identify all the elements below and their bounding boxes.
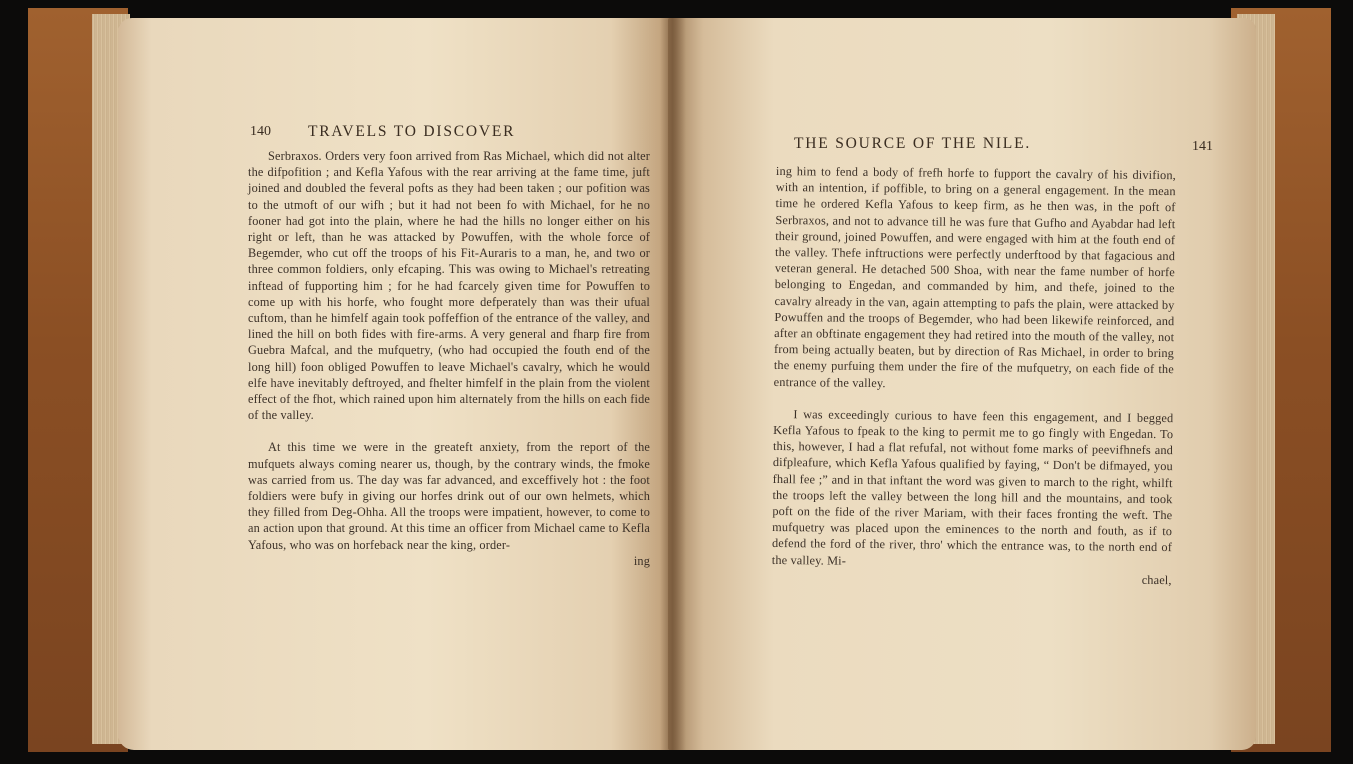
- left-paragraph: Serbraxos. Orders very foon arrived from Ras Michael, which did not alter the difpofition ; and Kefla Yafous with the rear arriving at the fame time, juft joined and doubled the feveral pofts as they had been taken ; our pofition was to the utmoft of our wifh ; but it had not been fo with Michael, for he no fooner had got into the plain, where he had the hills no longer either on his right or left, than he was attacked by Powuffen, with the whole force of Begemder, who cut off the troops of his Fit-Auraris to a man, he, and two or three common foldiers, only efcaping. This was owing to Michael's retreating inftead of fupporting him ; for he had fcarcely given time for Powuffen to come up with his horfe, who fought more defperately than was their ufual cuftom, than he himfelf again took poffeffion of the entrance of the valley, and lined the hill on both fides with fire-arms. A very general and fharp fire from Guebra Mafcal, and the mufquetry, (who had occupied the fouth end of the long hill) foon obliged Powuffen to leave Michael's cavalry, which he would elfe have inevitably deftroyed, and fhelter himfelf in the plain from the violent effect of the fhot, which rained upon him alternately from the hills on each fide of the valley.: [248, 149, 650, 423]
- right-page: [668, 18, 1256, 750]
- right-catchword: chael,: [1141, 572, 1172, 588]
- right-paragraph: I was exceedingly curious to have feen this engagement, and I begged Kefla Yafous to fpeak to the king to permit me to go fingly with Engedan. To this, however, I had a flat refufal, not without fome marks of peevifhnefs and difpleafure, which Kefla Yafous qualified by faying, “ Don't be difmayed, you fhall fee ;” and in that inftant the word was given to march to the right, whilft the troops left the valley between the long hill and the mountains, and took poft on the fide of the river Mariam, with their faces fronting the weft. The mufquetry was placed upon the eminences to the north and fouth, as if to defend the ford of the river, thro' which the entrance was, to the north end of the valley. Mi-: [771, 407, 1174, 568]
- left-catchword: ing: [633, 553, 650, 568]
- left-page-number: 140: [250, 124, 271, 139]
- left-page: [118, 18, 678, 750]
- left-body-text: [248, 148, 650, 569]
- right-page-number: 141: [1192, 139, 1213, 154]
- right-running-head: THE SOURCE OF THE NILE.: [794, 135, 1032, 152]
- right-paragraph: ing him to fend a body of frefh horfe to fupport the cavalry of his divifion, with an intention, if poffible, to bring on a general engagement. In the mean time he ordered Kefla Yafous to keep firm, as he then was, in the poft of Serbraxos, and not to advance till he was fure that Gufho and Ayabdar had left their ground, joined Powuffen, and were engaged with him at the fouth end of the valley. Thefe inftructions were perfectly underftood by that fagacious and veteran general. He detached 500 Shoa, with near the fame number of horfe belonging to Engedan, and commanded by him, and thefe, joined to the cavalry already in the van, again attempting to pafs the plain, were attacked by Powuffen and the troops of Begemder, who had been likewife reinforced, and after an obftinate engagement they had retired into the mouth of the valley, not from being actually beaten, but by direction of Ras Michael, in order to bring the enemy purfuing them under the fire of the mufquetry, on each fide of the entrance of the valley.: [773, 163, 1176, 390]
- right-body-text: [772, 163, 1176, 588]
- left-paragraph: At this time we were in the greateft anxiety, from the report of the mufquets always coming nearer us, though, by the contrary winds, the fmoke was carried from us. The day was far advanced, and exceffively hot : the foot foldiers were bufy in giving our horfes drink out of our own helmets, which they filled from Deg-Ohha. All the troops were impatient, however, to come to an action upon that ground. At this time an officer from Michael came to Kefla Yafous, who was on horfeback near the king, order-: [248, 440, 650, 552]
- left-running-head: TRAVELS TO DISCOVER: [308, 123, 516, 140]
